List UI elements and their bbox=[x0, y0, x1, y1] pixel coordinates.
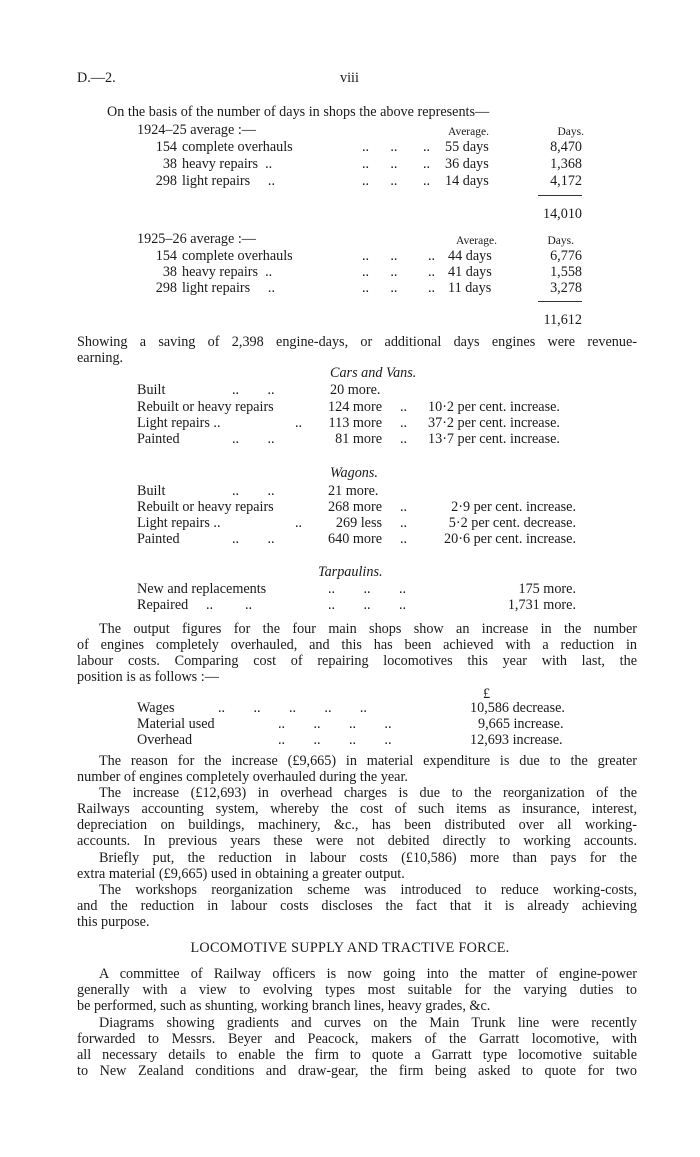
row-leader: .. .. bbox=[362, 139, 398, 155]
row-percent: 10·2 per cent. increase. bbox=[428, 399, 560, 415]
column-header-days: Days. bbox=[557, 126, 584, 138]
row-desc: complete overhauls bbox=[182, 139, 293, 155]
text-line: The reason for the increase (£9,665) in material expenditure is due to the greater bbox=[99, 753, 637, 769]
row-average: 55 days bbox=[445, 139, 489, 155]
labour-paragraph bbox=[77, 850, 637, 882]
text-line: Showing a saving of 2,398 engine-days, or additional days engines were revenue- bbox=[77, 334, 637, 350]
text-line: all necessary details to enable the firm to quote a Garratt type locomotive suitable bbox=[77, 1047, 637, 1064]
row-value: 175 more. bbox=[518, 581, 576, 597]
page-number: viii bbox=[340, 70, 359, 86]
row-leader: .. .. bbox=[232, 531, 275, 547]
row-value: 124 more bbox=[328, 399, 382, 415]
text-line: Briefly put, the reduction in labour costs (£10,586) more than pays for the bbox=[99, 850, 637, 866]
row-value: 9,665 increase. bbox=[478, 716, 564, 732]
overhead-paragraph bbox=[77, 785, 637, 849]
row-days: 4,172 bbox=[550, 173, 582, 189]
row-percent: 20·6 per cent. increase. bbox=[444, 531, 576, 547]
row-leader: .. .. bbox=[232, 431, 275, 447]
total-rule bbox=[538, 195, 582, 196]
text-line: accounts. In previous years these were not debited directly to working accounts. bbox=[77, 833, 637, 850]
row-leader: .. .. bbox=[232, 382, 275, 398]
row-label: Rebuilt or heavy repairs bbox=[137, 499, 274, 515]
row-label: Painted bbox=[137, 431, 180, 447]
section-title: Tarpaulins. bbox=[318, 564, 383, 580]
row-label: Built bbox=[137, 483, 166, 499]
total-days: 14,010 bbox=[542, 206, 582, 222]
period-label: 1925–26 average :— bbox=[137, 231, 256, 247]
row-value: 1,731 more. bbox=[507, 597, 576, 613]
output-paragraph bbox=[77, 621, 637, 685]
text-line: Railways accounting system, whereby the cost of such items as insurance, interest, bbox=[77, 801, 637, 818]
row-days: 3,278 bbox=[550, 280, 582, 296]
page-reference: D.—2. bbox=[77, 70, 116, 86]
section-heading: LOCOMOTIVE SUPPLY AND TRACTIVE FORCE. bbox=[190, 940, 510, 956]
text-line: depreciation on buildings, machinery, &c., has been distributed over all working- bbox=[77, 817, 637, 834]
row-days: 6,776 bbox=[550, 248, 582, 264]
row-leader: .. bbox=[423, 156, 431, 172]
row-count: 298 bbox=[155, 280, 177, 296]
row-leader: .. .. bbox=[362, 156, 398, 172]
row-label: Wages bbox=[137, 700, 175, 716]
row-leader: .. bbox=[428, 264, 436, 280]
text-line: and the reduction in labour costs discloses the fact that it is already achieving bbox=[77, 898, 637, 915]
row-days: 8,470 bbox=[550, 139, 582, 155]
row-label: Overhead bbox=[137, 732, 193, 748]
row-days: 1,368 bbox=[550, 156, 582, 172]
text-line: position is as follows :— bbox=[77, 669, 219, 686]
row-percent: 13·7 per cent. increase. bbox=[428, 431, 560, 447]
row-label: Light repairs .. bbox=[137, 515, 221, 531]
text-line: forwarded to Messrs. Beyer and Peacock, makers of the Garratt locomotive, with bbox=[77, 1031, 637, 1048]
text-line: extra material (£9,665) used in obtaining a greater output. bbox=[77, 866, 405, 883]
row-count: 38 bbox=[162, 264, 177, 280]
row-leader: .. bbox=[400, 499, 408, 515]
row-label: Material used bbox=[137, 716, 215, 732]
text-line: Diagrams showing gradients and curves on the Main Trunk line were recently bbox=[99, 1015, 637, 1031]
row-average: 44 days bbox=[448, 248, 492, 264]
period-label: 1924–25 average :— bbox=[137, 122, 256, 138]
row-value: 12,693 increase. bbox=[470, 732, 563, 748]
row-value: 268 more bbox=[328, 499, 382, 515]
row-label: New and replacements bbox=[137, 581, 267, 597]
row-percent: 5·2 per cent. decrease. bbox=[448, 515, 576, 531]
row-average: 14 days bbox=[445, 173, 489, 189]
text-line: be performed, such as shunting, working branch lines, heavy grades, &c. bbox=[77, 998, 491, 1015]
row-label: Light repairs .. bbox=[137, 415, 221, 431]
text-line: The increase (£12,693) in overhead charges is due to the reorganization of the bbox=[99, 785, 637, 801]
row-leader: .. .. bbox=[232, 483, 275, 499]
row-count: 38 bbox=[162, 156, 177, 172]
row-leader: .. bbox=[400, 399, 408, 415]
column-header-average: Average. bbox=[456, 235, 497, 247]
row-desc: light repairs .. bbox=[182, 280, 275, 296]
text-line: of engines completely overhauled, and this has been achieved with a reduction in bbox=[77, 637, 637, 654]
row-leader: .. .. .. bbox=[328, 581, 407, 597]
text-line: The workshops reorganization scheme was introduced to reduce working-costs, bbox=[99, 882, 637, 898]
total-rule bbox=[538, 301, 582, 302]
row-leader: .. .. .. .. bbox=[278, 732, 392, 748]
reorganization-paragraph bbox=[77, 882, 637, 930]
row-leader: .. bbox=[400, 515, 408, 531]
column-header-days: Days. bbox=[547, 235, 574, 247]
saving-paragraph bbox=[77, 334, 637, 366]
committee-paragraph bbox=[77, 966, 637, 1014]
text-line: number of engines completely overhauled during the year. bbox=[77, 769, 408, 786]
row-leader: .. bbox=[428, 280, 436, 296]
text-line: earning. bbox=[77, 350, 124, 367]
currency-symbol: £ bbox=[483, 686, 491, 702]
row-percent: 2·9 per cent. increase. bbox=[451, 499, 576, 515]
row-desc: complete overhauls bbox=[182, 248, 293, 264]
row-desc: heavy repairs .. bbox=[182, 156, 273, 172]
row-desc: heavy repairs .. bbox=[182, 264, 273, 280]
row-leader: .. bbox=[400, 431, 408, 447]
row-leader: .. .. .. bbox=[328, 597, 407, 613]
total-days: 11,612 bbox=[543, 312, 582, 328]
row-leader: .. .. bbox=[362, 173, 398, 189]
row-average: 11 days bbox=[448, 280, 492, 296]
row-leader: .. bbox=[295, 515, 303, 531]
row-count: 298 bbox=[155, 173, 177, 189]
text-line: labour costs. Comparing cost of repairing locomotives this year with last, the bbox=[77, 653, 637, 670]
row-percent: 37·2 per cent. increase. bbox=[428, 415, 560, 431]
row-leader: .. bbox=[423, 173, 431, 189]
section-title: Wagons. bbox=[330, 465, 378, 481]
row-leader: .. .. bbox=[362, 264, 398, 280]
intro-text: On the basis of the number of days in shops the above represents— bbox=[107, 104, 490, 120]
text-line: to New Zealand conditions and draw-gear, the firm being asked to quote for two bbox=[77, 1063, 637, 1080]
text-line: generally with a view to evolving types most suitable for the varying duties to bbox=[77, 982, 637, 999]
text-line: The output figures for the four main shops show an increase in the number bbox=[99, 621, 637, 637]
row-leader: .. .. .. .. bbox=[278, 716, 392, 732]
row-average: 41 days bbox=[448, 264, 492, 280]
row-value: 640 more bbox=[328, 531, 382, 547]
row-value: 269 less bbox=[335, 515, 382, 531]
row-leader: .. .. .. .. .. bbox=[218, 700, 367, 716]
row-leader: .. bbox=[400, 531, 408, 547]
row-leader: .. .. bbox=[362, 248, 398, 264]
row-label: Painted bbox=[137, 531, 180, 547]
row-leader: .. bbox=[400, 415, 408, 431]
row-leader: .. bbox=[428, 248, 436, 264]
row-value: 10,586 decrease. bbox=[470, 700, 565, 716]
row-label: Built bbox=[137, 382, 166, 398]
row-leader: .. bbox=[295, 415, 303, 431]
material-paragraph bbox=[77, 753, 637, 785]
row-value: 113 more bbox=[328, 415, 382, 431]
row-value: 21 more. bbox=[328, 483, 379, 499]
row-count: 154 bbox=[155, 248, 177, 264]
row-value: 81 more bbox=[335, 431, 382, 447]
row-label: Repaired .. .. bbox=[137, 597, 253, 613]
row-days: 1,558 bbox=[550, 264, 582, 280]
row-average: 36 days bbox=[445, 156, 489, 172]
column-header-average: Average. bbox=[448, 126, 489, 138]
row-leader: .. bbox=[423, 139, 431, 155]
row-leader: .. .. bbox=[362, 280, 398, 296]
text-line: A committee of Railway officers is now going into the matter of engine-power bbox=[99, 966, 637, 982]
diagrams-paragraph bbox=[77, 1015, 637, 1079]
section-title: Cars and Vans. bbox=[330, 365, 417, 381]
row-label: Rebuilt or heavy repairs bbox=[137, 399, 274, 415]
row-value: 20 more. bbox=[330, 382, 381, 398]
row-desc: light repairs .. bbox=[182, 173, 275, 189]
text-line: this purpose. bbox=[77, 914, 150, 931]
row-count: 154 bbox=[155, 139, 177, 155]
